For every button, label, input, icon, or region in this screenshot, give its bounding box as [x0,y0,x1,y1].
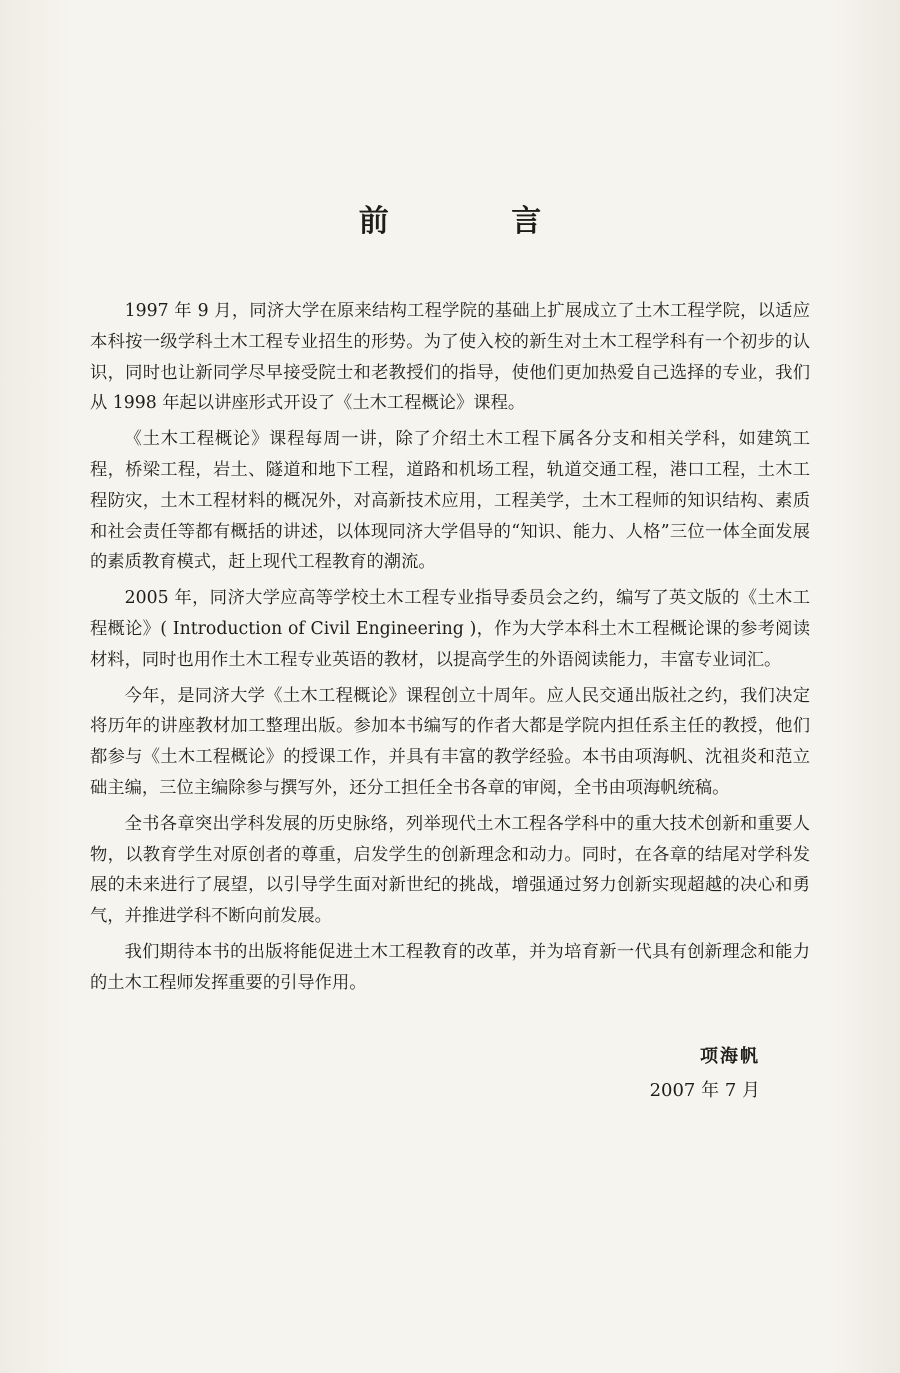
paragraph-2: 《土木工程概论》课程每周一讲，除了介绍土木工程下属各分支和相关学科，如建筑工程，桥梁工程，岩土、隧道和地下工程，道路和机场工程，轨道交通工程，港口工程，土木工程防灾，土木工程材料的概况外，对高新技术应用，工程美学，土木工程师的知识结构、素质和社会责任等都有概括的讲述，以体现同济大学倡导的“知识、能力、人格”三位一体全面发展的素质教育模式，赶上现代工程教育的潮流。 [90,429,810,573]
paragraph-1: 1997 年 9 月，同济大学在原来结构工程学院的基础上扩展成立了土木工程学院，以适应本科按一级学科土木工程专业招生的形势。为了使入校的新生对土木工程学科有一个初步的认识，同时也让新同学尽早接受院士和老教授们的指导，使他们更加热爱自己选择的专业，我们从 1998 年起以讲座形式开设了《土木工程概论》课程。 [90,301,810,414]
paragraph-5: 全书各章突出学科发展的历史脉络，列举现代土木工程各学科中的重大技术创新和重要人物，以教育学生对原创者的尊重，启发学生的创新理念和动力。同时，在各章的结尾对学科发展的未来进行了展望，以引导学生面对新世纪的挑战，增强通过努力创新实现超越的决心和勇气，并推进学科不断向前发展。 [90,813,810,927]
paragraph-6: 我们期待本书的出版将能促进土木工程教育的改革，并为培育新一代具有创新理念和能力的土木工程师发挥重要的引导作用。 [90,941,810,993]
signature-name: 项海帆 [700,1046,760,1067]
paragraph-4: 今年，是同济大学《土木工程概论》课程创立十周年。应人民交通出版社之约，我们决定将历年的讲座教材加工整理出版。参加本书编写的作者大都是学院内担任系主任的教授，他们都参与《土木工程概论》的授课工作，并具有丰富的教学经验。本书由项海帆、沈祖炎和范立础主编，三位主编除参与撰写外，还分工担任全书各章的审阅，全书由项海帆统稿。 [90,685,810,798]
preface-body [90,296,810,1004]
paragraph-3: 2005 年，同济大学应高等学校土木工程专业指导委员会之约，编写了英文版的《土木工程概论》( Introduction of Civil Engineering )，作为大学本科土木工程概论课的参考阅读材料，同时也用作土木工程专业英语的教材，以提高学生的外语阅读能力，丰富专业词汇。 [90,588,810,670]
signature-date: 2007 年 7 月 [649,1080,760,1101]
page-title: 前 言 [358,204,598,239]
